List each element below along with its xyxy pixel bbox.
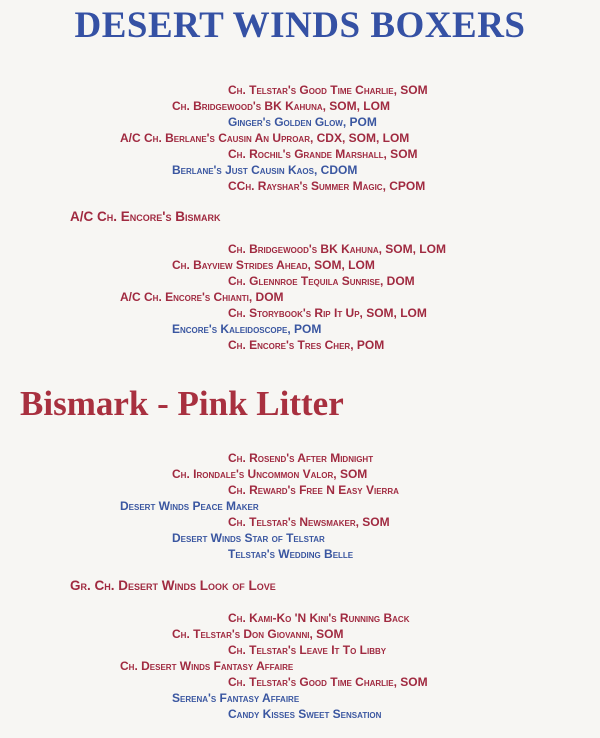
pedigree-line: Desert Winds Peace Maker: [120, 499, 259, 513]
pedigree-line: Ch. Bridgewood's BK Kahuna, SOM, LOM: [228, 242, 446, 256]
pedigree-line: Ch. Desert Winds Fantasy Affaire: [120, 659, 294, 673]
pedigree-line: Ch. Telstar's Newsmaker, SOM: [228, 515, 390, 529]
pedigree-line: Ch. Bridgewood's BK Kahuna, SOM, LOM: [172, 99, 390, 113]
main-title: DESERT WINDS BOXERS: [74, 5, 526, 46]
dog-name-heading: Gr. Ch. Desert Winds Look of Love: [70, 578, 276, 593]
pedigree-line: Ch. Kami-Ko 'N Kini's Running Back: [228, 611, 410, 625]
pedigree-line: Ch. Irondale's Uncommon Valor, SOM: [172, 467, 368, 481]
pedigree-line: Ch. Encore's Tres Cher, POM: [228, 338, 385, 352]
pedigree-line: Serena's Fantasy Affaire: [172, 691, 300, 705]
litter-title: Bismark - Pink Litter: [20, 384, 344, 423]
pedigree-line: Telstar's Wedding Belle: [228, 547, 354, 561]
pedigree-line: Ch. Telstar's Good Time Charlie, SOM: [228, 675, 428, 689]
pedigree-line: A/C Ch. Berlane's Causin An Uproar, CDX, SOM, LOM: [120, 131, 410, 145]
pedigree-line: Berlane's Just Causin Kaos, CDOM: [172, 163, 358, 177]
pedigree-line: Desert Winds Star of Telstar: [172, 531, 325, 545]
pedigree-line: Ch. Storybook's Rip It Up, SOM, LOM: [228, 306, 427, 320]
pedigree-line: Ch. Telstar's Don Giovanni, SOM: [172, 627, 344, 641]
pedigree-line: Ch. Glennroe Tequila Sunrise, DOM: [228, 274, 415, 288]
pedigree-line: Ch. Reward's Free N Easy Vierra: [228, 483, 399, 497]
dog-name-heading: A/C Ch. Encore's Bismark: [70, 209, 221, 224]
pedigree-line: A/C Ch. Encore's Chianti, DOM: [120, 290, 284, 304]
pedigree-line: Candy Kisses Sweet Sensation: [228, 707, 382, 721]
pedigree-line: CCh. Rayshar's Summer Magic, CPOM: [228, 179, 426, 193]
pedigree-line: Ch. Bayview Strides Ahead, SOM, LOM: [172, 258, 375, 272]
pedigree-line: Ginger's Golden Glow, POM: [228, 115, 377, 129]
pedigree-line: Ch. Rosend's After Midnight: [228, 451, 374, 465]
pedigree-line: Ch. Rochil's Grande Marshall, SOM: [228, 147, 418, 161]
pedigree-line: Ch. Telstar's Leave It To Libby: [228, 643, 387, 657]
pedigree-line: Encore's Kaleidoscope, POM: [172, 322, 322, 336]
pedigree-line: Ch. Telstar's Good Time Charlie, SOM: [228, 83, 428, 97]
